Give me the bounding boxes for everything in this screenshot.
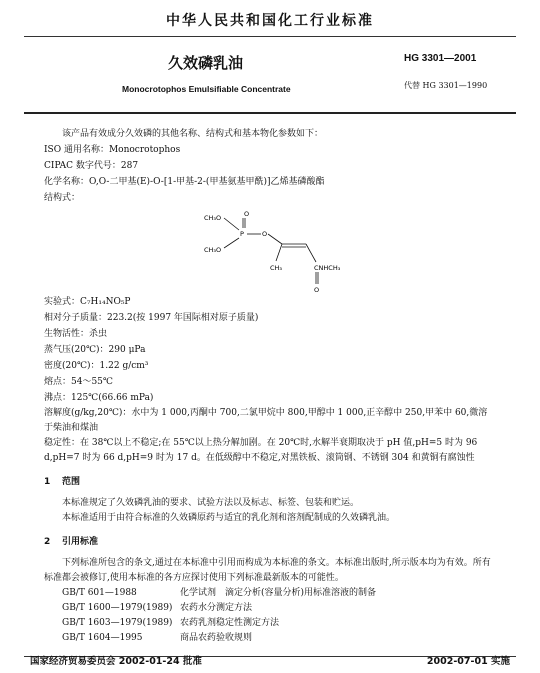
product-name-zh: 久效磷乳油 xyxy=(168,54,244,72)
reference-item: GB/T 1600—1979(1989) 农药水分测定方法 xyxy=(62,603,253,613)
oxo-atom: O xyxy=(244,210,250,218)
reference-item: GB/T 1603—1979(1989) 农药乳剂稳定性测定方法 xyxy=(62,618,280,628)
section-1-paragraph-1: 本标准规定了久效磷乳油的要求、试验方法以及标志、标签、包装和贮运。 xyxy=(62,498,360,508)
approval-date: 国家经济贸易委员会 2002-01-24 批准 xyxy=(30,656,202,667)
ester-oxygen: O xyxy=(262,230,268,238)
standard-title: 中华人民共和国化工行业标准 xyxy=(166,13,374,29)
structural-formula xyxy=(44,206,494,294)
phosphorus-atom: P xyxy=(240,230,244,238)
methoxy-bottom: CH₃O xyxy=(204,246,222,254)
vapor-pressure: 蒸气压(20℃)：290 μPa xyxy=(44,345,146,355)
structure-bonds xyxy=(224,218,318,284)
methyl-group: CH₃ xyxy=(270,264,283,272)
reference-item: GB/T 601—1988 化学试剂 滴定分析(容量分析)用标准溶液的制备 xyxy=(62,588,377,598)
melting-point: 熔点：54～55℃ xyxy=(44,377,113,387)
standard-number: HG 3301—2001 xyxy=(404,53,477,64)
structure-label: 结构式： xyxy=(44,193,81,203)
document-body xyxy=(44,126,494,646)
section-1-heading: 1 范围 xyxy=(44,477,81,487)
replaces-note: 代替 HG 3301—1990 xyxy=(404,81,488,90)
cipac-code: CIPAC 数字代号：287 xyxy=(44,161,139,171)
section-2-heading: 2 引用标准 xyxy=(44,537,99,547)
product-name-en: Monocrotophos Emulsifiable Concentrate xyxy=(122,84,291,94)
effective-date: 2002-07-01 实施 xyxy=(426,656,510,667)
solubility: 溶解度(g/kg,20℃)：水中为 1 000,丙酮中 700,二氯甲烷中 800,甲醇中 1 000,正辛醇中 250,甲苯中 60,微溶于柴油和煤油 xyxy=(44,408,488,433)
reference-item: GB/T 1604—1995 商品农药验收规则 xyxy=(62,633,253,643)
density: 密度(20℃)：1.22 g/cm³ xyxy=(44,361,149,371)
molecular-weight: 相对分子质量：223.2(按 1997 年国际相对原子质量) xyxy=(44,313,259,323)
boiling-point: 沸点：125℃(66.66 mPa) xyxy=(44,393,154,403)
section-1-paragraph-2: 本标准适用于由符合标准的久效磷原药与适宜的乳化剂和溶剂配制成的久效磷乳油。 xyxy=(62,513,396,523)
biological-activity: 生物活性：杀虫 xyxy=(44,329,108,339)
iso-name: ISO 通用名称：Monocrotophos xyxy=(44,145,181,155)
amide-group: CNHCH₃ xyxy=(314,264,341,272)
title-rule xyxy=(24,112,516,114)
intro-text: 该产品有效成分久效磷的其他名称、结构式和基本物化参数如下： xyxy=(62,129,324,139)
section-2-paragraph-1: 下列标准所包含的条文,通过在本标准中引用而构成为本标准的条文。本标准出版时,所示版本均为有效。所有标准都会被修订,使用本标准的各方应探讨使用下列标准最新版本的可能性。 xyxy=(44,558,491,583)
methoxy-top: CH₃O xyxy=(204,214,222,222)
carbonyl-oxygen: O xyxy=(314,286,320,294)
empirical-formula: 实验式：C₇H₁₄NO₅P xyxy=(44,297,131,307)
header-rule xyxy=(24,36,516,37)
chemical-name: 化学名称：O,O-二甲基(E)-O-[1-甲基-2-(甲基氨基甲酰)]乙烯基磷酸酯 xyxy=(44,177,325,187)
stability: 稳定性：在 38℃以上不稳定;在 55℃以上热分解加剧。在 20℃时,水解半衰期取决于 pH 值,pH=5 时为 96 d,pH=7 时为 66 d,pH=9 时为 17 d。在低级醇中不稳定,对黑铁板、滚筒钢、不锈钢 304 和黄铜有腐蚀性 xyxy=(44,438,478,463)
structure-diagram xyxy=(164,206,364,294)
